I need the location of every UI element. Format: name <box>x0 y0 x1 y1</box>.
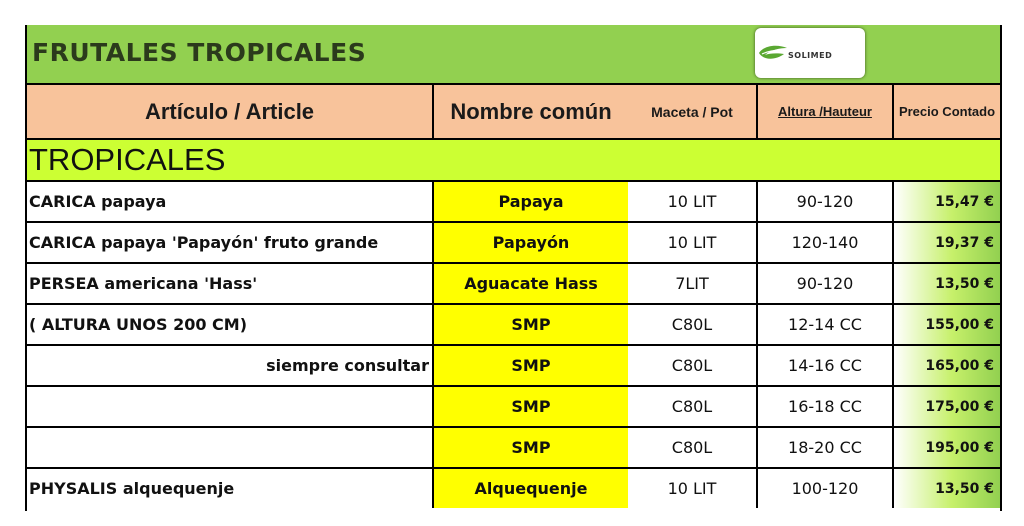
cell-height: 14-16 CC <box>756 346 892 385</box>
cell-article: siempre consultar <box>266 356 429 375</box>
cell-article: CARICA papaya 'Papayón' fruto grande <box>29 233 379 252</box>
sheet-title: FRUTALES TROPICALES <box>32 38 367 67</box>
cell-pot: 10 LIT <box>667 233 717 252</box>
cell-article: ( ALTURA UNOS 200 CM) <box>29 315 248 334</box>
table-row <box>27 305 1000 346</box>
section-title: TROPICALES <box>29 142 226 177</box>
price-sheet <box>25 25 1002 511</box>
header-common-name: Nombre común <box>432 85 628 138</box>
cell-price: 19,37 € <box>892 223 1000 262</box>
table-row <box>27 223 1000 264</box>
cell-common-name: Aguacate Hass <box>432 264 628 303</box>
cell-height: 16-18 CC <box>756 387 892 426</box>
cell-pot: 10 LIT <box>667 192 717 211</box>
cell-common-name: Alquequenje <box>432 469 628 508</box>
cell-price: 13,50 € <box>892 469 1000 508</box>
table-body <box>27 182 1000 510</box>
cell-common-name: Papaya <box>432 182 628 221</box>
cell-price: 165,00 € <box>892 346 1000 385</box>
cell-price: 15,47 € <box>892 182 1000 221</box>
cell-common-name: SMP <box>432 387 628 426</box>
table-row <box>27 346 1000 387</box>
cell-pot: C80L <box>671 315 713 334</box>
cell-pot: C80L <box>671 356 713 375</box>
table-row <box>27 428 1000 469</box>
cell-common-name: Papayón <box>432 223 628 262</box>
header-article: Artículo / Article <box>144 98 315 124</box>
cell-article: CARICA papaya <box>29 192 167 211</box>
column-header-row <box>27 85 1000 140</box>
cell-height: 90-120 <box>756 182 892 221</box>
logo-text: SOLIMED <box>788 51 833 60</box>
header-height: Altura /Hauteur <box>756 85 892 138</box>
table-row <box>27 182 1000 223</box>
cell-price: 175,00 € <box>892 387 1000 426</box>
header-pot: Maceta / Pot <box>651 103 733 120</box>
cell-height: 100-120 <box>756 469 892 508</box>
cell-article <box>27 428 432 467</box>
cell-pot: C80L <box>671 397 713 416</box>
cell-article: PERSEA americana 'Hass' <box>29 274 258 293</box>
cell-common-name: SMP <box>432 428 628 467</box>
cell-height: 120-140 <box>756 223 892 262</box>
header-price: Precio Contado <box>892 85 1000 138</box>
cell-price: 13,50 € <box>892 264 1000 303</box>
title-bar <box>27 25 1000 85</box>
table-row <box>27 264 1000 305</box>
cell-common-name: SMP <box>432 346 628 385</box>
cell-height: 12-14 CC <box>756 305 892 344</box>
cell-article <box>27 387 432 426</box>
cell-height: 18-20 CC <box>756 428 892 467</box>
solimed-logo <box>755 28 865 78</box>
cell-height: 90-120 <box>756 264 892 303</box>
section-row <box>27 140 1000 182</box>
leaf-logo-icon <box>758 44 788 66</box>
cell-pot: 10 LIT <box>667 479 717 498</box>
cell-article: PHYSALIS alquequenje <box>29 479 235 498</box>
cell-price: 195,00 € <box>892 428 1000 467</box>
cell-price: 155,00 € <box>892 305 1000 344</box>
cell-pot: C80L <box>671 438 713 457</box>
cell-common-name: SMP <box>432 305 628 344</box>
cell-pot: 7LIT <box>675 274 709 293</box>
table-row <box>27 387 1000 428</box>
table-row <box>27 469 1000 510</box>
